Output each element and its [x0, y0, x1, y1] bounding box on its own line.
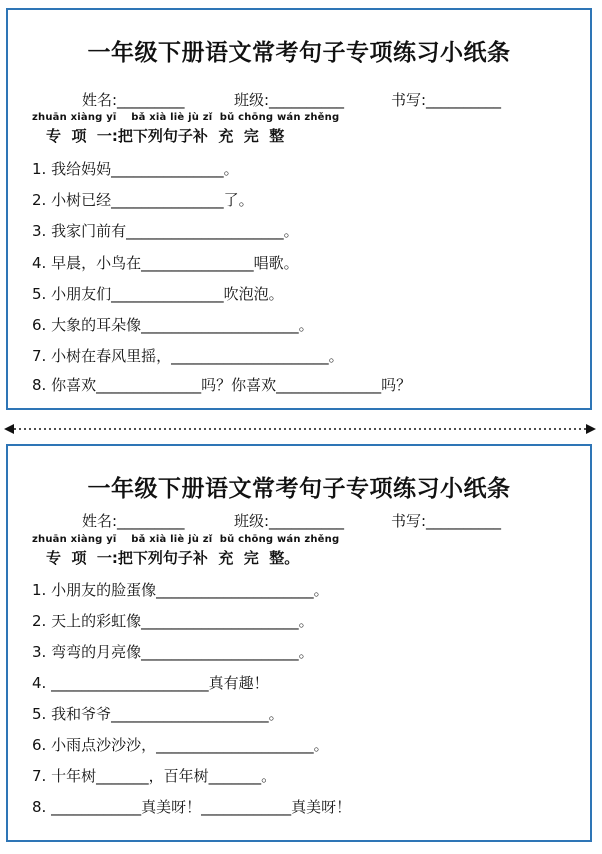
- question-item[interactable]: 7. 十年树_______，百年树_______。: [32, 767, 277, 785]
- question-item[interactable]: 1. 小朋友的脸蛋像_____________________。: [32, 581, 329, 599]
- slip-title: 一年级下册语文常考句子专项练习小纸条: [87, 476, 511, 502]
- writing-field[interactable]: 书写:__________: [391, 91, 502, 109]
- question-item[interactable]: 3. 我家门前有_____________________。: [32, 222, 299, 240]
- question-item[interactable]: 1. 我给妈妈_______________。: [32, 160, 239, 178]
- question-item[interactable]: 4. 早晨，小鸟在_______________唱歌。: [32, 254, 299, 272]
- section-heading: 专 项 一:把下列句子补 充 完 整。: [46, 549, 300, 567]
- slip-title: 一年级下册语文常考句子专项练习小纸条: [87, 40, 511, 66]
- cut-line-divider: [4, 419, 596, 439]
- writing-field[interactable]: 书写:__________: [391, 512, 502, 530]
- student-info-row: [8, 89, 590, 109]
- class-field[interactable]: 班级:__________: [234, 512, 345, 530]
- question-item[interactable]: 2. 天上的彩虹像_____________________。: [32, 612, 314, 630]
- class-field[interactable]: 班级:__________: [234, 91, 345, 109]
- question-item[interactable]: 8. ____________真美呀！____________真美呀！: [32, 798, 352, 816]
- arrow-left-icon: [4, 424, 14, 434]
- question-item[interactable]: 3. 弯弯的月亮像_____________________。: [32, 643, 314, 661]
- name-field[interactable]: 姓名:_________: [82, 512, 185, 530]
- question-item[interactable]: 7. 小树在春风里摇，_____________________。: [32, 347, 344, 365]
- student-info-row: [8, 510, 590, 530]
- question-item[interactable]: 2. 小树已经_______________了。: [32, 191, 254, 209]
- arrow-right-icon: [586, 424, 596, 434]
- question-item[interactable]: 5. 我和爷爷_____________________。: [32, 705, 284, 723]
- question-item[interactable]: 6. 大象的耳朵像_____________________。: [32, 316, 314, 334]
- section-heading: 专 项 一:把下列句子补 充 完 整: [46, 127, 285, 145]
- question-item[interactable]: 8. 你喜欢______________吗？你喜欢______________吗？: [32, 376, 412, 394]
- question-item[interactable]: 4. _____________________真有趣！: [32, 674, 269, 692]
- question-item[interactable]: 5. 小朋友们_______________吹泡泡。: [32, 285, 284, 303]
- practice-slip-2: [6, 444, 592, 842]
- practice-slip-1: [6, 8, 592, 410]
- heading-pinyin: zhuān xiàng yī bǎ xià liè jù zǐ bǔ chōng wán zhěng: [32, 112, 340, 123]
- question-item[interactable]: 6. 小雨点沙沙沙，_____________________。: [32, 736, 329, 754]
- heading-pinyin: zhuān xiàng yī bǎ xià liè jù zǐ bǔ chōng wán zhěng: [32, 534, 340, 545]
- name-field[interactable]: 姓名:_________: [82, 91, 185, 109]
